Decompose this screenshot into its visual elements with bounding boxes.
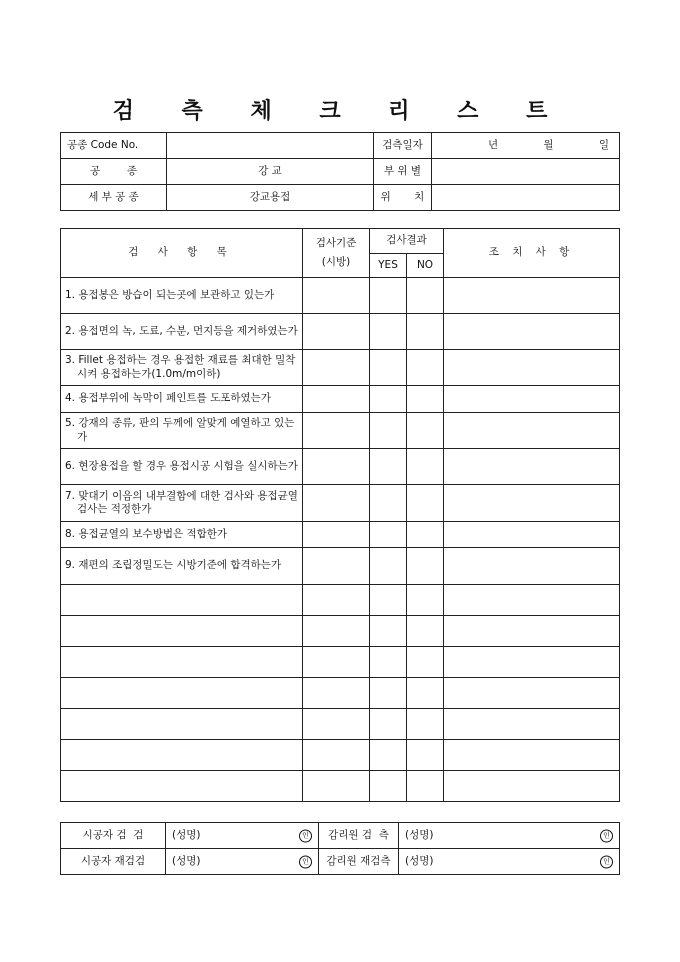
yes-cell[interactable] [370, 413, 407, 449]
inspection-date-label: 검측일자 [374, 133, 432, 159]
work-type-value[interactable]: 강 교 [167, 159, 374, 185]
action-cell[interactable] [444, 314, 620, 350]
yes-cell[interactable] [370, 678, 407, 709]
check-item: 7. 맞대기 이음의 내부결함에 대한 검사와 용접균열 검사는 적정한가 [61, 485, 303, 522]
standard-cell[interactable] [303, 616, 370, 647]
action-cell[interactable] [444, 386, 620, 413]
item-cell[interactable] [61, 678, 303, 709]
table-row [61, 413, 620, 449]
action-cell[interactable] [444, 771, 620, 802]
name-placeholder: (성명) [405, 854, 434, 867]
yes-cell[interactable] [370, 585, 407, 616]
no-cell[interactable] [407, 548, 444, 585]
action-cell[interactable] [444, 522, 620, 548]
page-title: 검 측 체 크 리 스 트 [112, 98, 568, 124]
yes-cell[interactable] [370, 771, 407, 802]
action-cell[interactable] [444, 485, 620, 522]
supervisor-recheck-name[interactable] [399, 849, 620, 875]
standard-cell[interactable] [303, 278, 370, 314]
yes-cell[interactable] [370, 449, 407, 485]
check-item: 3. Fillet 용접하는 경우 용접한 재료를 최대한 밀착시켜 용접하는가(1.0m/m이하) [61, 350, 303, 386]
supervisor-check-name[interactable] [399, 823, 620, 849]
yes-cell[interactable] [370, 647, 407, 678]
yes-cell[interactable] [370, 314, 407, 350]
name-placeholder: (성명) [405, 828, 434, 841]
action-cell[interactable] [444, 740, 620, 771]
header-yes: YES [370, 254, 407, 278]
action-cell[interactable] [444, 449, 620, 485]
no-cell[interactable] [407, 278, 444, 314]
detail-work-label: 세 부 공 종 [61, 185, 167, 211]
no-cell[interactable] [407, 522, 444, 548]
work-code-label: 공종 Code No. [61, 133, 167, 159]
no-cell[interactable] [407, 449, 444, 485]
table-row [61, 449, 620, 485]
name-placeholder: (성명) [172, 828, 201, 841]
standard-cell[interactable] [303, 678, 370, 709]
yes-cell[interactable] [370, 278, 407, 314]
yes-cell[interactable] [370, 548, 407, 585]
standard-cell[interactable] [303, 485, 370, 522]
no-cell[interactable] [407, 740, 444, 771]
standard-cell[interactable] [303, 771, 370, 802]
check-item: 2. 용접면의 녹, 도료, 수분, 먼지등을 제거하였는가 [61, 314, 303, 350]
yes-cell[interactable] [370, 740, 407, 771]
yes-cell[interactable] [370, 350, 407, 386]
signature-table [60, 822, 620, 875]
contractor-check-label: 시공자 검 검 [61, 823, 166, 849]
work-type-label: 공 종 [61, 159, 167, 185]
check-item: 6. 현장용접을 할 경우 용접시공 시험을 실시하는가 [61, 449, 303, 485]
item-cell[interactable] [61, 740, 303, 771]
table-row-empty [61, 709, 620, 740]
header-item: 검 사 항 목 [61, 229, 303, 278]
no-cell[interactable] [407, 616, 444, 647]
no-cell[interactable] [407, 386, 444, 413]
part-value[interactable] [432, 159, 620, 185]
date-month: 월 [543, 138, 554, 151]
seal-icon: 인 [299, 855, 312, 868]
check-item: 5. 강재의 종류, 판의 두께에 알맞게 예열하고 있는가 [61, 413, 303, 449]
item-cell[interactable] [61, 647, 303, 678]
header-standard-line2: (시방) [321, 256, 351, 268]
location-label: 위 치 [374, 185, 432, 211]
action-cell[interactable] [444, 278, 620, 314]
standard-cell[interactable] [303, 350, 370, 386]
action-cell[interactable] [444, 350, 620, 386]
standard-cell[interactable] [303, 740, 370, 771]
no-cell[interactable] [407, 678, 444, 709]
table-row [61, 278, 620, 314]
item-cell[interactable] [61, 709, 303, 740]
action-cell[interactable] [444, 647, 620, 678]
no-cell[interactable] [407, 413, 444, 449]
table-row-empty [61, 678, 620, 709]
item-cell[interactable] [61, 616, 303, 647]
work-code-value[interactable] [167, 133, 374, 159]
check-item: 9. 재편의 조립정밀도는 시방기준에 합격하는가 [61, 548, 303, 585]
yes-cell[interactable] [370, 522, 407, 548]
action-cell[interactable] [444, 548, 620, 585]
table-row [61, 386, 620, 413]
date-year: 년 [488, 138, 499, 151]
standard-cell[interactable] [303, 647, 370, 678]
standard-cell[interactable] [303, 522, 370, 548]
inspection-date-value[interactable] [432, 133, 620, 159]
table-row [61, 522, 620, 548]
supervisor-check-label: 감리원 검 측 [319, 823, 399, 849]
name-placeholder: (성명) [172, 854, 201, 867]
location-value[interactable] [432, 185, 620, 211]
table-row-empty [61, 771, 620, 802]
table-row-empty [61, 647, 620, 678]
contractor-check-name[interactable] [166, 823, 319, 849]
seal-icon: 인 [600, 855, 613, 868]
seal-icon: 인 [299, 829, 312, 842]
item-cell[interactable] [61, 771, 303, 802]
yes-cell[interactable] [370, 616, 407, 647]
standard-cell[interactable] [303, 449, 370, 485]
check-item: 4. 용접부위에 녹막이 페인트를 도포하였는가 [61, 386, 303, 413]
table-row [61, 548, 620, 585]
action-cell[interactable] [444, 616, 620, 647]
action-cell[interactable] [444, 678, 620, 709]
check-item: 1. 용접봉은 방습이 되는곳에 보관하고 있는가 [61, 278, 303, 314]
table-row [61, 485, 620, 522]
no-cell[interactable] [407, 350, 444, 386]
no-cell[interactable] [407, 485, 444, 522]
contractor-recheck-name[interactable] [166, 849, 319, 875]
action-cell[interactable] [444, 585, 620, 616]
action-cell[interactable] [444, 709, 620, 740]
part-label: 부 위 별 [374, 159, 432, 185]
standard-cell[interactable] [303, 585, 370, 616]
table-row [61, 350, 620, 386]
standard-cell[interactable] [303, 709, 370, 740]
table-row-empty [61, 616, 620, 647]
standard-cell[interactable] [303, 314, 370, 350]
standard-cell[interactable] [303, 413, 370, 449]
table-row-empty [61, 740, 620, 771]
standard-cell[interactable] [303, 548, 370, 585]
header-standard-line1: 검사기준 [315, 236, 357, 249]
info-table [60, 132, 620, 211]
no-cell[interactable] [407, 709, 444, 740]
supervisor-recheck-label: 감리원 재검측 [319, 849, 399, 875]
date-day: 일 [598, 138, 609, 151]
header-standard [303, 229, 370, 278]
table-row [61, 314, 620, 350]
checklist-table [60, 228, 620, 802]
no-cell[interactable] [407, 647, 444, 678]
check-item: 8. 용접균열의 보수방법은 적합한가 [61, 522, 303, 548]
seal-icon: 인 [600, 829, 613, 842]
table-row-empty [61, 585, 620, 616]
no-cell[interactable] [407, 771, 444, 802]
no-cell[interactable] [407, 314, 444, 350]
yes-cell[interactable] [370, 485, 407, 522]
no-cell[interactable] [407, 585, 444, 616]
action-cell[interactable] [444, 413, 620, 449]
item-cell[interactable] [61, 585, 303, 616]
yes-cell[interactable] [370, 709, 407, 740]
contractor-recheck-label: 시공자 재검검 [61, 849, 166, 875]
yes-cell[interactable] [370, 386, 407, 413]
standard-cell[interactable] [303, 386, 370, 413]
header-no: NO [407, 254, 444, 278]
header-result: 검사결과 [370, 229, 444, 254]
detail-work-value[interactable]: 강교용접 [167, 185, 374, 211]
header-action: 조 치 사 항 [444, 229, 620, 278]
